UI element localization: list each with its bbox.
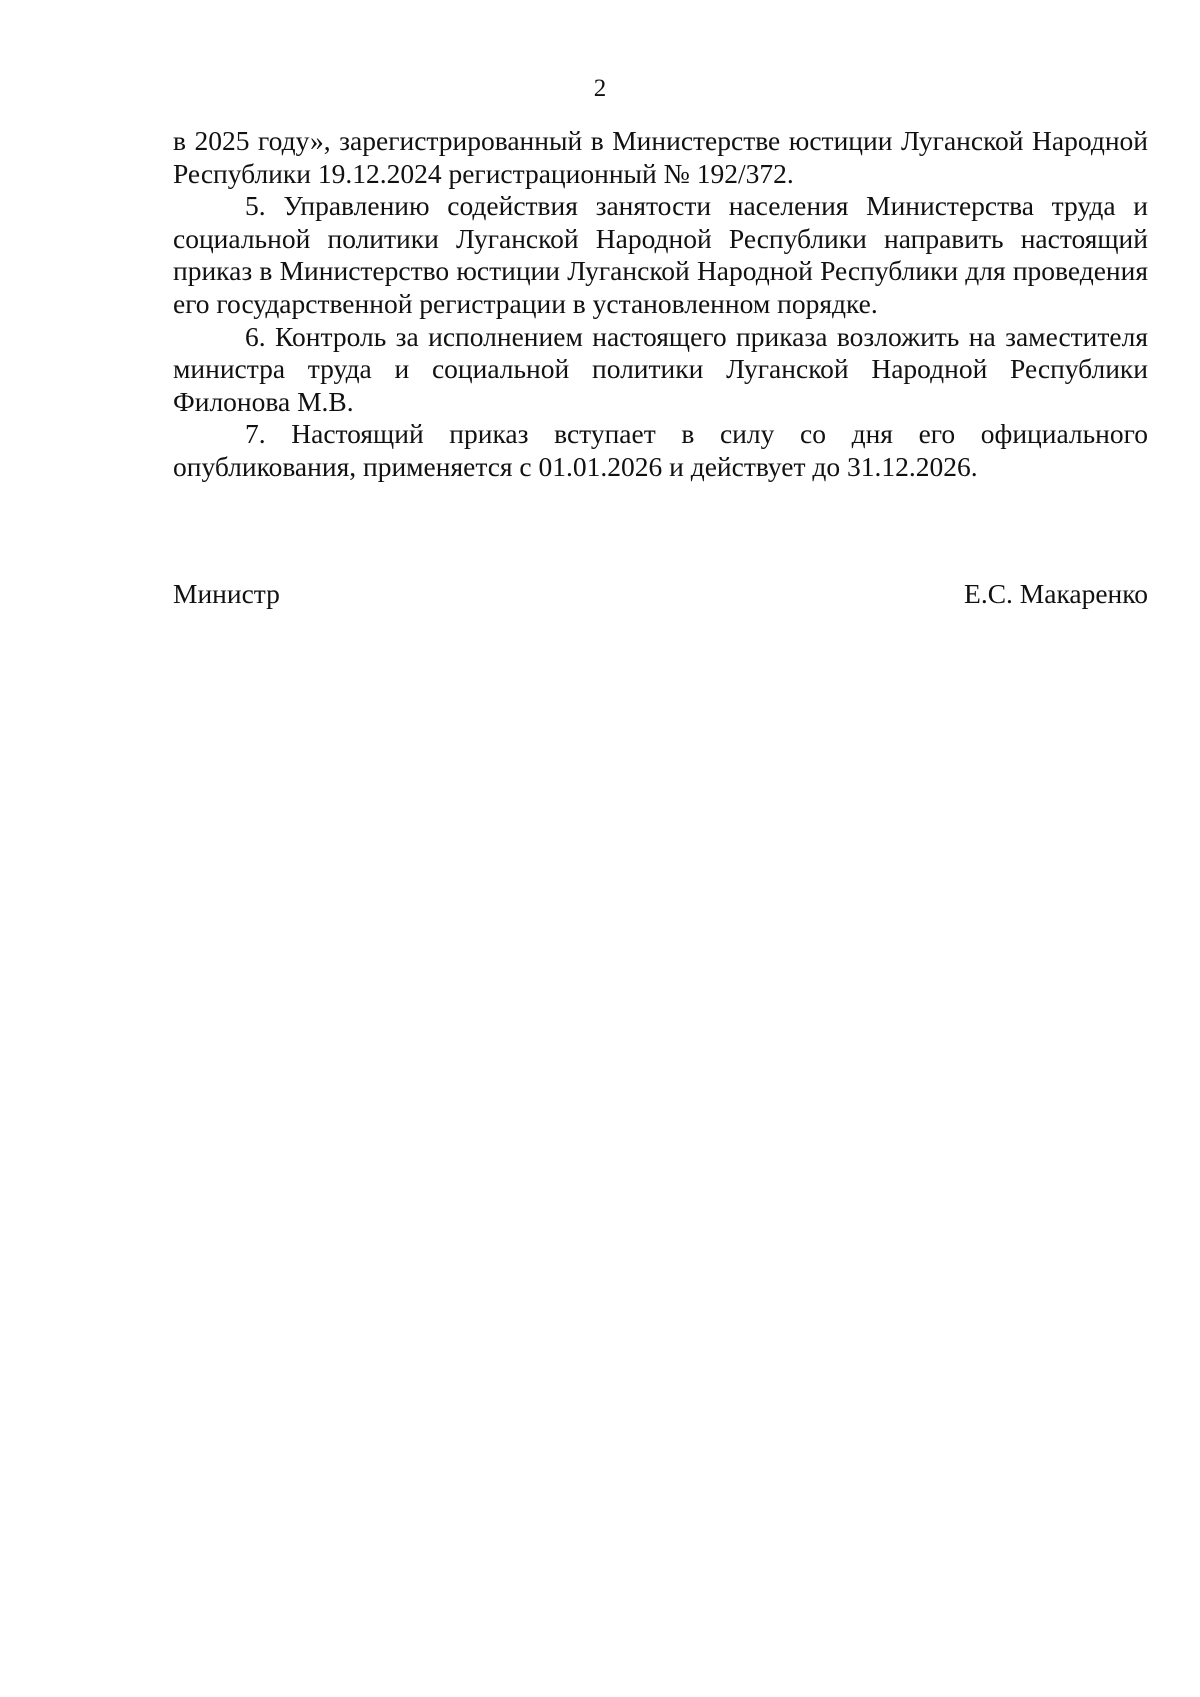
signatory-name: Е.С. Макаренко	[964, 578, 1148, 609]
paragraph-item-7: 7. Настоящий приказ вступает в силу со дня его официального опубликования, применяется с 01.01.2026 и действует до 31.12.2026.	[173, 418, 1148, 482]
signature-block	[173, 577, 1148, 611]
paragraph-item-6: 6. Контроль за исполнением настоящего приказа возложить на заместителя министра труда и социальной политики Луганской Народной Республики Филонова М.В.	[173, 320, 1148, 417]
paragraph-item-5: 5. Управлению содействия занятости населения Министерства труда и социальной политики Луганской Народной Республики направить настоящий приказ в Министерство юстиции Луганской Народной Республики для проведения его государственной регистрации в установленном порядке.	[173, 190, 1148, 319]
paragraph-continuation: в 2025 году», зарегистрированный в Министерстве юстиции Луганской Народной Республики 19.12.2024 регистрационный № 192/372.	[173, 125, 1148, 189]
signatory-title: Министр	[173, 578, 280, 609]
page-number: 2	[593, 75, 607, 102]
document-body	[173, 125, 1148, 484]
